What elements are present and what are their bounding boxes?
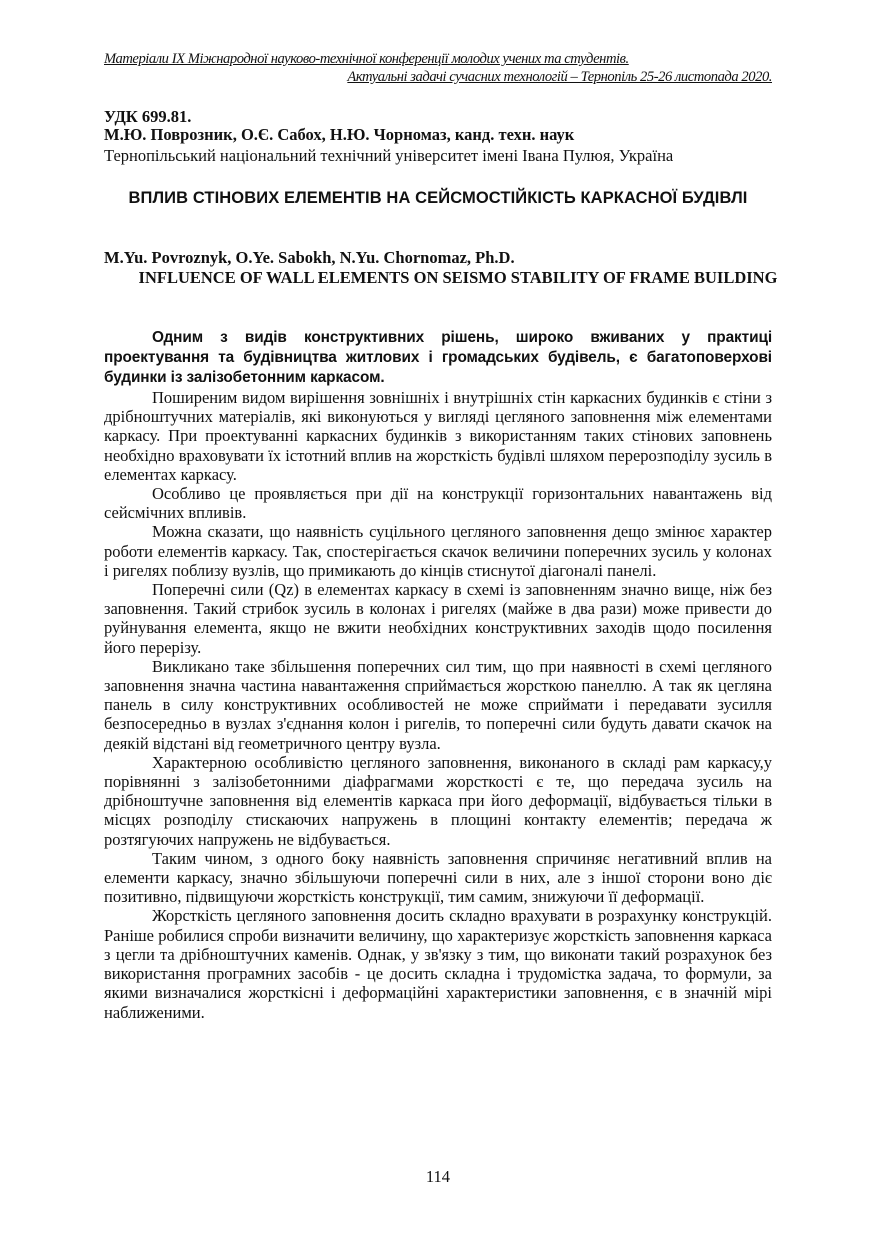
paragraph: Жорсткість цегляного заповнення досить складно врахувати в розрахунку конструкцій. Раніше робилися спроби визначити величину, що характеризує жорсткість заповнення каркаса з цегли та дрібноштучних каменів. Однак, у зв'язку з тим, що виконати такий розрахунок без використання програмних засобів - це досить складна і трудомістка задача, то формули, за якими визначалися жорсткісні і деформаційні характеристики заповнення, є в значній мірі наближеними. xyxy=(104,906,772,1022)
article-body xyxy=(104,328,772,1022)
paragraph: Поширеним видом вирішення зовнішніх і внутрішніх стін каркасних будинків є стіни з дрібноштучних матеріалів, які виконуються у вигляді цегляного заповнення між елементами каркасу. При проектуванні каркасних будинків з використанням таких стінових заповнень необхідно враховувати їх істотний вплив на жорсткість будівлі шляхом перерозподілу зусиль в елементах каркасу. xyxy=(104,388,772,484)
title-ua: ВПЛИВ СТІНОВИХ ЕЛЕМЕНТІВ НА СЕЙСМОСТІЙКІСТЬ КАРКАСНОЇ БУДІВЛІ xyxy=(128,189,748,207)
paragraph: Особливо це проявляється при дії на конструкції горизонтальних навантажень від сейсмічних впливів. xyxy=(104,484,772,523)
paragraph: Викликано таке збільшення поперечних сил тим, що при наявності в схемі цегляного заповнення значна частина навантаження сприймається жорсткою панеллю. А так як цегляна панель в силу конструктивних особливостей не може сприймати і передавати зусилля безпосередньо в вузлах з'єднання колон і ригелів, то поперечні сили будуть давати скачок на деякій відстані від геометричного центру вузла. xyxy=(104,656,772,753)
authors-en: M.Yu. Povroznyk, O.Ye. Sabokh, N.Yu. Chornomaz, Ph.D. xyxy=(104,248,515,267)
udk-code: УДК 699.81. xyxy=(104,107,192,126)
header-line-1: Матеріали IX Міжнародної науково-технічної конференції молодих учених та студентів. xyxy=(104,51,629,67)
page-number: 114 xyxy=(425,1167,451,1186)
conference-header xyxy=(104,50,772,86)
title-en: INFLUENCE OF WALL ELEMENTS ON SEISMO STABILITY OF FRAME BUILDING xyxy=(138,268,778,287)
affiliation: Тернопільський національний технічний університет імені Івана Пулюя, Україна xyxy=(104,146,674,165)
paragraph: Таким чином, з одного боку наявність заповнення спричиняє негативний вплив на елементи каркасу, значно збільшуючи поперечні сили в них, але з іншої сторони воно діє позитивно, підвищуючи жорсткість конструкції, тим самим, знижуючи її деформації. xyxy=(104,848,772,907)
paragraph: Одним з видів конструктивних рішень, широко вживаних у практиці проектування та будівництва житлових і громадських будівель, є багатоповерхові будинки із залізобетонним каркасом. xyxy=(104,329,772,386)
paragraph: Можна сказати, що наявність суцільного цегляного заповнення дещо змінює характер роботи елементів каркасу. Так, спостерігається скачок величини поперечних зусиль у колонах і ригелях поблизу вузлів, що примикають до кінців стиснутої діагоналі панелі. xyxy=(104,522,772,580)
paragraph: Характерною особливістю цегляного заповнення, виконаного в складі рам каркасу,у порівнянні з залізобетонними діафрагмами жорсткості є те, що передача зусиль на дрібноштучне заповнення від елементів каркаса при його деформації, відбувається тільки в місцях розподілу стискаючих напружень в площині контакту елементів; передача ж розтягуючих напружень не відбувається. xyxy=(104,752,772,849)
authors-ua: М.Ю. Поврозник, О.Є. Сабох, Н.Ю. Чорномаз, канд. техн. наук xyxy=(104,125,575,144)
paragraph: Поперечні сили (Qz) в елементах каркасу в схемі із заповненням значно вище, ніж без заповнення. Такий стрибок зусиль в колонах і ригелях (майже в два рази) може привести до руйнування елемента, якщо не вжити необхідних конструктивних заходів щодо посилення його перерізу. xyxy=(104,580,772,657)
header-line-2: Актуальні задачі сучасних технологій – Тернопіль 25-26 листопада 2020. xyxy=(347,69,772,85)
